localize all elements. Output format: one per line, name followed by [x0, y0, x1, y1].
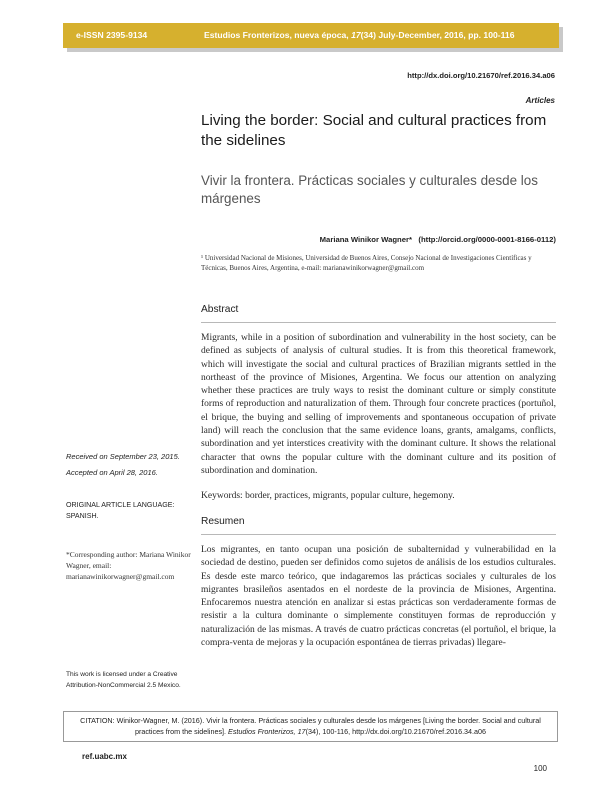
- keywords: Keywords: border, practices, migrants, popular culture, hegemony.: [201, 491, 455, 501]
- issn: e-ISSN 2395-9134: [76, 30, 148, 40]
- citation-journal: Estudios Fronterizos,: [228, 727, 296, 736]
- title-english: Living the border: Social and cultural practices from the sidelines: [201, 112, 547, 149]
- journal-name: Estudios Fronterizos, nueva época,: [204, 30, 349, 40]
- citation-suffix: (34), 100-116, http://dx.doi.org/10.21670/ref.2016.34.a06: [305, 727, 487, 736]
- original-language: ORIGINAL ARTICLE LANGUAGE: SPANISH.: [66, 501, 175, 520]
- journal-issue-pages: (34) July-December, 2016, pp. 100-116: [360, 30, 515, 40]
- author-orcid[interactable]: (http://orcid.org/0000-0001-8166-0112): [418, 235, 556, 244]
- footer-url[interactable]: ref.uabc.mx: [82, 752, 127, 761]
- resumen-body: Los migrantes, en tanto ocupan una posición de subalternidad y vulnerabilidad en la sociedad de destino, pueden ser definidos como sujetos de análisis de los estudios culturales. Es desde este marco teórico, que indagaremos las prácticas sociales y culturales de los migrantes brasileños asentados en el nordeste de la provincia de Misiones, Argentina. Enfocaremos nuestra atención en analizar si estas prácticas son verdaderamente formas de resistir a la cultura dominante o simplemente constituyen formas de reproducción y naturalización de las mismas. A través de cuatro prácticas concretas (el portuñol, el brique, la compra-venta de mejoras y la ocupación espontánea de tierras privadas) llegare-: [201, 545, 556, 649]
- corresponding-author: *Corresponding author: Mariana Winikor Wagner, email: marianawinikorwagner@gmail.com: [66, 550, 191, 581]
- license-note: This work is licensed under a Creative Attribution-NonCommercial 2.5 Mexico.: [66, 671, 181, 689]
- affiliation: ¹ Universidad Nacional de Misiones, Universidad de Buenos Aires, Consejo Nacional de Investigaciones Científicas y Técnicas, Buenos Aires, Argentina, e-mail: marianawinikorwagner@gmail.com: [201, 254, 532, 272]
- journal-volume: 17: [351, 30, 361, 40]
- abstract-heading: Abstract: [201, 304, 239, 315]
- accepted-date: Accepted on April 28, 2016.: [66, 468, 158, 477]
- received-date: Received on September 23, 2015.: [66, 452, 180, 461]
- journal-issue-info: [204, 30, 550, 40]
- resumen-heading: Resumen: [201, 516, 245, 527]
- resumen-divider: [201, 534, 556, 535]
- section-label: Articles: [525, 96, 555, 105]
- title-spanish: Vivir la frontera. Prácticas sociales y culturales desde los márgenes: [201, 173, 538, 206]
- dates-block: [66, 449, 196, 481]
- citation-volume: 17: [297, 727, 306, 736]
- author-line: [260, 235, 556, 244]
- abstract-divider: [201, 322, 556, 323]
- author-name: Mariana Winikor Wagner*: [319, 235, 412, 244]
- doi-link[interactable]: http://dx.doi.org/10.21670/ref.2016.34.a06: [407, 71, 555, 80]
- page-number: 100: [533, 764, 547, 773]
- citation-box: [63, 711, 558, 742]
- abstract-body: Migrants, while in a position of subordination and vulnerability in the host society, can be defined as subjects of analysis of cultural studies. It is from this theoretical framework, which will investigate the social and cultural practices of Brazilian migrants settled in the northeast of the province of Misiones, Argentina. We focus our attention on analyzing whether these practices are truly ways to resist the dominant culture or simply constitute forms of reproduction and naturalization of them. Through four concrete practices (portuñol, el brique, the buying and selling of improvements and spontaneous occupation of private land) will reach the conclusion that the same evidence loans, grants, amalgams, conflicts, subordination and yet interstices creativity with the dominant culture. It shows the relational character that owns the popular culture with the dominant culture and its position of subordination and domination.: [201, 333, 556, 476]
- citation-text: CITATION: Winikor-Wagner, M. (2016). Vivir la frontera. Prácticas sociales y culturales desde los márgenes [Living the border. Social and cultural practices from the sidelines].: [80, 716, 541, 736]
